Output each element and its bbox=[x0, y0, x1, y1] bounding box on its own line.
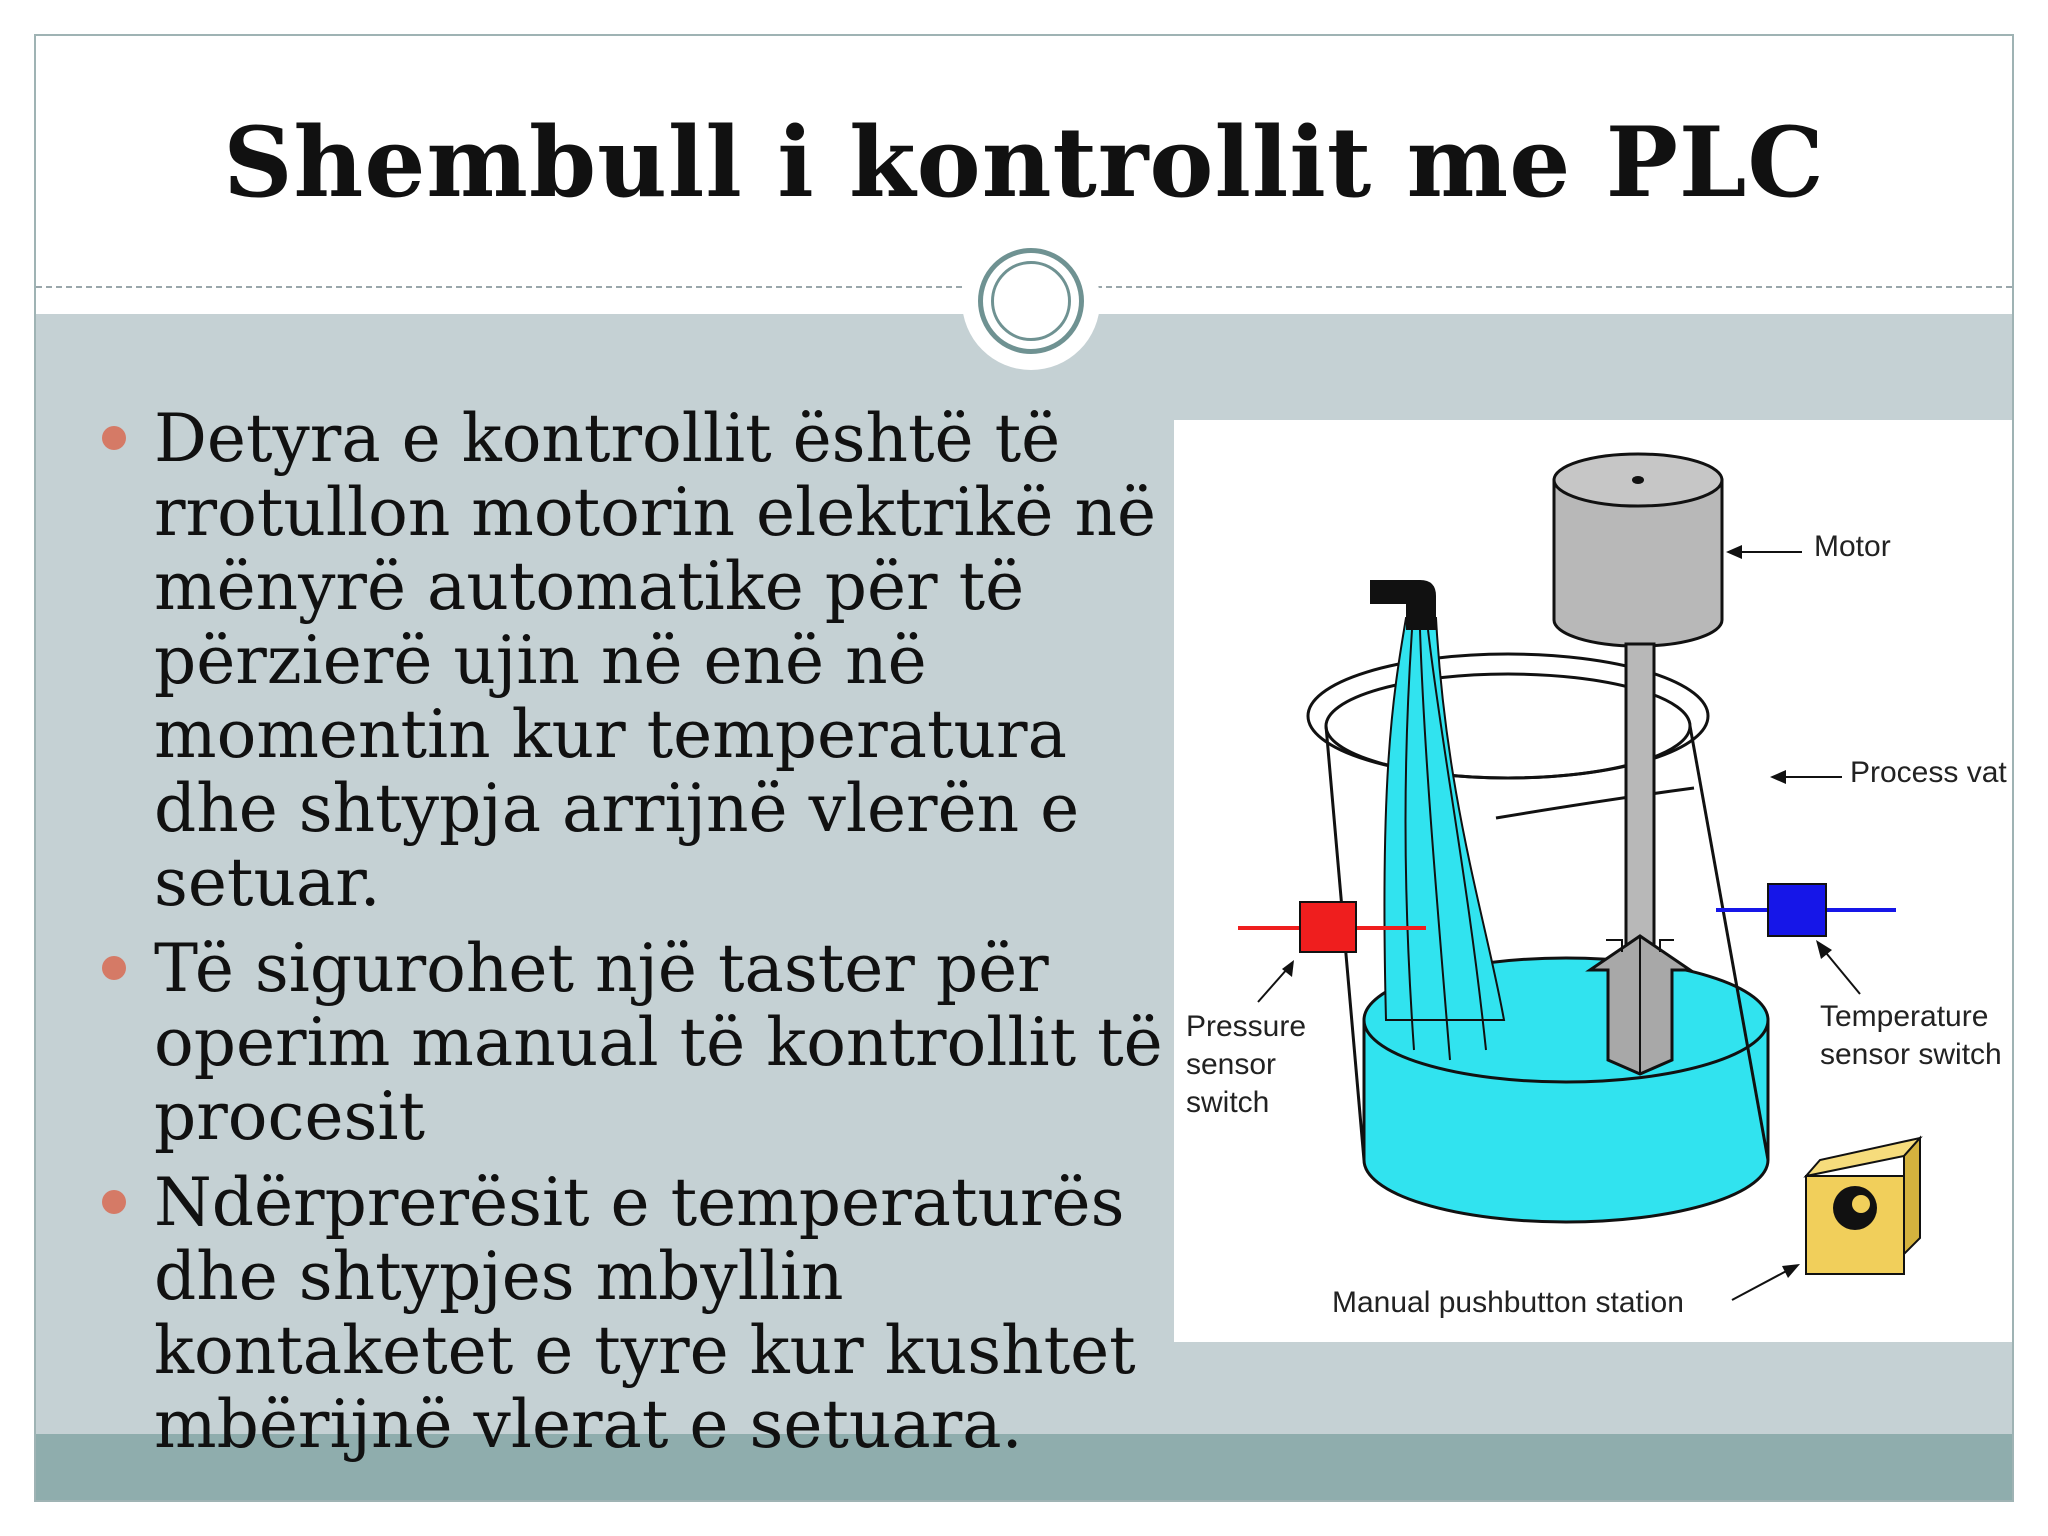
slide bbox=[34, 34, 2014, 1502]
mixer-shaft bbox=[1626, 644, 1654, 966]
bullet-text: Ndërprerësit e temperaturës dhe shtypjes mbyllin kontaketet e tyre kur kushtet mbërijnë vlerat e setuara. bbox=[154, 1164, 1136, 1463]
process-diagram bbox=[1174, 420, 2014, 1342]
divider-ring-icon bbox=[978, 248, 1084, 354]
bullet-text: Detyra e kontrollit është të rrotullon motorin elektrikë në mënyrë automatike për të përzierë ujin në enë në momentin kur temperatura dhe shtypja arrijnë vlerën e setuar. bbox=[154, 400, 1157, 921]
inlet-pipe bbox=[1370, 580, 1436, 630]
bullet-text: Të sigurohet një taster për operim manual të kontrollit të procesit bbox=[154, 930, 1163, 1155]
bullet-list bbox=[114, 402, 1174, 1474]
bullet-dot-icon bbox=[102, 956, 126, 980]
vat-front-arc bbox=[1496, 788, 1694, 818]
bullet-item bbox=[114, 1166, 1174, 1462]
temperature-switch-label: Temperature sensor switch bbox=[1820, 1000, 2002, 1071]
process-vat-label: Process vat bbox=[1850, 756, 2007, 789]
bullet-dot-icon bbox=[102, 426, 126, 450]
motor-label: Motor bbox=[1814, 530, 1891, 563]
temperature-sensor-block bbox=[1768, 884, 1826, 936]
bullet-item bbox=[114, 402, 1174, 920]
pressure-switch-label: Pressure sensor switch bbox=[1186, 1010, 1307, 1119]
bullet-dot-icon bbox=[102, 1190, 126, 1214]
bullet-item bbox=[114, 932, 1174, 1154]
pressure-sensor-block bbox=[1300, 902, 1356, 952]
slide-title: Shembull i kontrollit me PLC bbox=[223, 106, 1825, 219]
divider-ring-inner bbox=[991, 261, 1071, 341]
pushbutton-label: Manual pushbutton station bbox=[1332, 1286, 1684, 1319]
